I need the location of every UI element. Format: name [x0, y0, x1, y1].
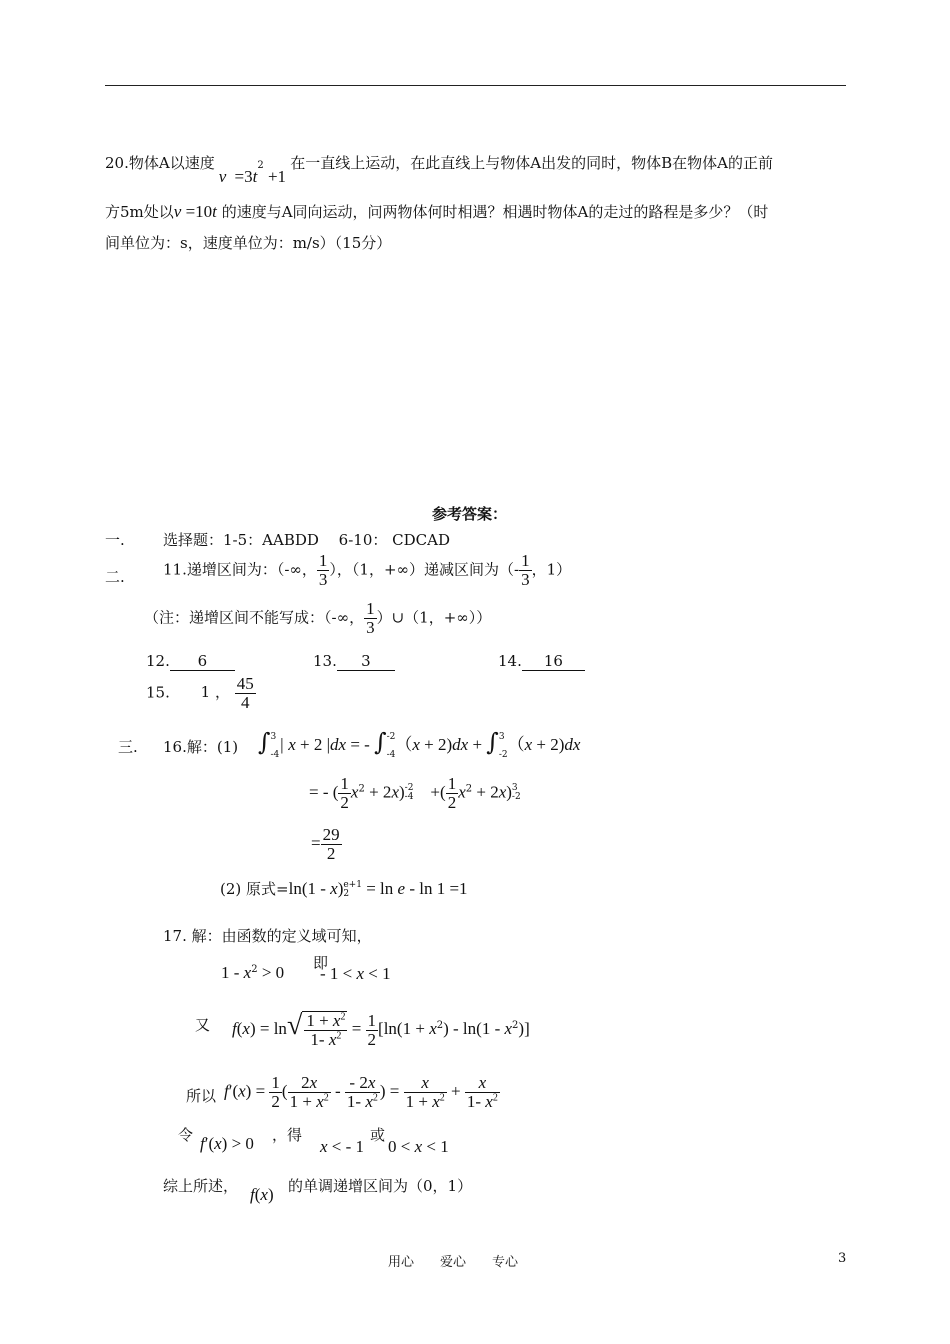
header-rule	[105, 85, 846, 86]
sec2-num: 二.	[105, 568, 125, 586]
q14-label: 14.	[498, 652, 522, 670]
q16-part2: (2) 原式=ln(1 - x)e+1 2 = ln e - ln 1 =1	[220, 879, 468, 899]
formula-v-b: v	[173, 202, 182, 221]
de-text: 得	[287, 1126, 303, 1144]
huo-label: 或	[370, 1126, 386, 1144]
sec1-text: 选择题：1-5：AABDD 6-10： CDCAD	[163, 531, 450, 549]
q11-text: ），（1，+∞）递减区间为（-	[329, 560, 520, 579]
q13-label: 13.	[313, 652, 337, 670]
q15	[146, 675, 256, 712]
q13	[313, 652, 395, 671]
problem20-line1: 20.物体A以速度$v =3t^2 +1$ 在一直线上运动，在此直线上与物体A出发的同时，物体B在物体A的正前	[105, 154, 773, 186]
q13-answer: 3	[337, 652, 395, 671]
problem20-line2: 方5m处以v =10t 的速度与A同向运动，问两物体何时相遇？相遇时物体A的走过的路程是多少？（时	[105, 202, 769, 221]
fraction-45-4: $\frac{45}{4}$	[236, 674, 254, 712]
q16-part2-label: (2) 原式=	[220, 880, 289, 898]
note-text: （注：递增区间不能写成：（-∞，	[144, 608, 365, 627]
q16-label: 16.解：(1)	[163, 738, 239, 756]
ling-label: 令	[178, 1126, 194, 1144]
suoyi-label: 所以	[186, 1087, 217, 1105]
problem20-text: 方5m处以	[105, 203, 174, 221]
zong-text-b: 的单调递增区间为（0，1）	[288, 1177, 473, 1195]
footer-text: 用心 爱心 专心	[388, 1255, 519, 1270]
q17-domain: $1 - x^2 > 0$	[221, 963, 285, 982]
sec3-num: 三.	[118, 738, 138, 756]
q17-range: - 1 < x < 1	[320, 964, 391, 983]
q12-label: 12.	[146, 652, 170, 670]
q11-text: ，1）	[531, 560, 572, 579]
q11-text: 11.递增区间为：（-∞，	[163, 560, 317, 579]
q14	[498, 652, 585, 671]
q11-line	[163, 552, 571, 589]
fraction-1-3: $\frac{1}{3}$	[521, 551, 530, 589]
q14-answer: 16	[522, 652, 585, 671]
q16-formula-2: = - ( $\frac{1}{2}$ $x^2 + 2x)-2$ -4 +( $\frac{1}{2}$ $x^2 + 2x)3$ -2	[309, 774, 521, 812]
q12-answer: 6	[170, 652, 235, 671]
de-label: ，得	[272, 1126, 303, 1144]
q15-answer: 1 ，	[200, 683, 230, 702]
problem20-text: 20.物体A以速度	[105, 154, 215, 172]
q17-sol2: 0 < x < 1	[388, 1137, 449, 1156]
q17-fx-small: f(x)	[250, 1185, 274, 1204]
ji-label: 即	[313, 954, 329, 972]
zong-text-a: 综上所述，	[163, 1177, 239, 1195]
q16-formula-3: = $\frac{29}{2}$	[311, 825, 340, 863]
sec1-num: 一.	[105, 531, 125, 549]
q12	[146, 652, 235, 671]
problem20-text: 的速度与A同向运动，问两物体何时相遇？相遇时物体A的走过的路程是多少？（时	[221, 203, 769, 221]
q17-derivative: f′(x) = $\frac{1}{2}$ ( $\frac{2x}{1 + x^2}$ - $\frac{- 2x}{1- x^2}$ ) = $\frac{x}{1 + x^2}$ + $\frac{x}{1- x^2}$	[224, 1073, 498, 1111]
q17-cond: f′(x) > 0	[200, 1134, 254, 1153]
answers-title: 参考答案：	[432, 505, 508, 523]
q16-formula-1: ∫3 -4| x + 2 |dx = - ∫-2 -4（x + 2)dx + ∫3 -2（x + 2)dx	[258, 728, 581, 760]
problem20-text: 在一直线上运动，在此直线上与物体A出发的同时，物体B在物体A的正前	[290, 154, 773, 172]
fraction-1-3: $\frac{1}{3}$	[318, 551, 328, 589]
q17-sol1: x < - 1	[320, 1137, 365, 1156]
note-line	[144, 600, 491, 637]
q17-fx: f(x) = ln√ $\frac{1 + x^2}{1- x^2}$ = $\frac{1}{2}$ $[\ln(1 + x^2) - \ln(1 - x^2)]$	[232, 1010, 530, 1049]
q15-label: 15.	[146, 683, 170, 702]
you-label: 又	[195, 1016, 211, 1034]
page-number: 3	[838, 1251, 847, 1266]
note-text: ）∪（1，+∞））	[376, 608, 492, 627]
fraction-1-3: $\frac{1}{3}$	[366, 599, 375, 637]
problem20-line3: 间单位为：s，速度单位为：m/s）（15分）	[105, 234, 392, 252]
formula-v-a: v	[218, 167, 227, 186]
q17-label: 17. 解：由函数的定义域可知，	[163, 927, 372, 945]
